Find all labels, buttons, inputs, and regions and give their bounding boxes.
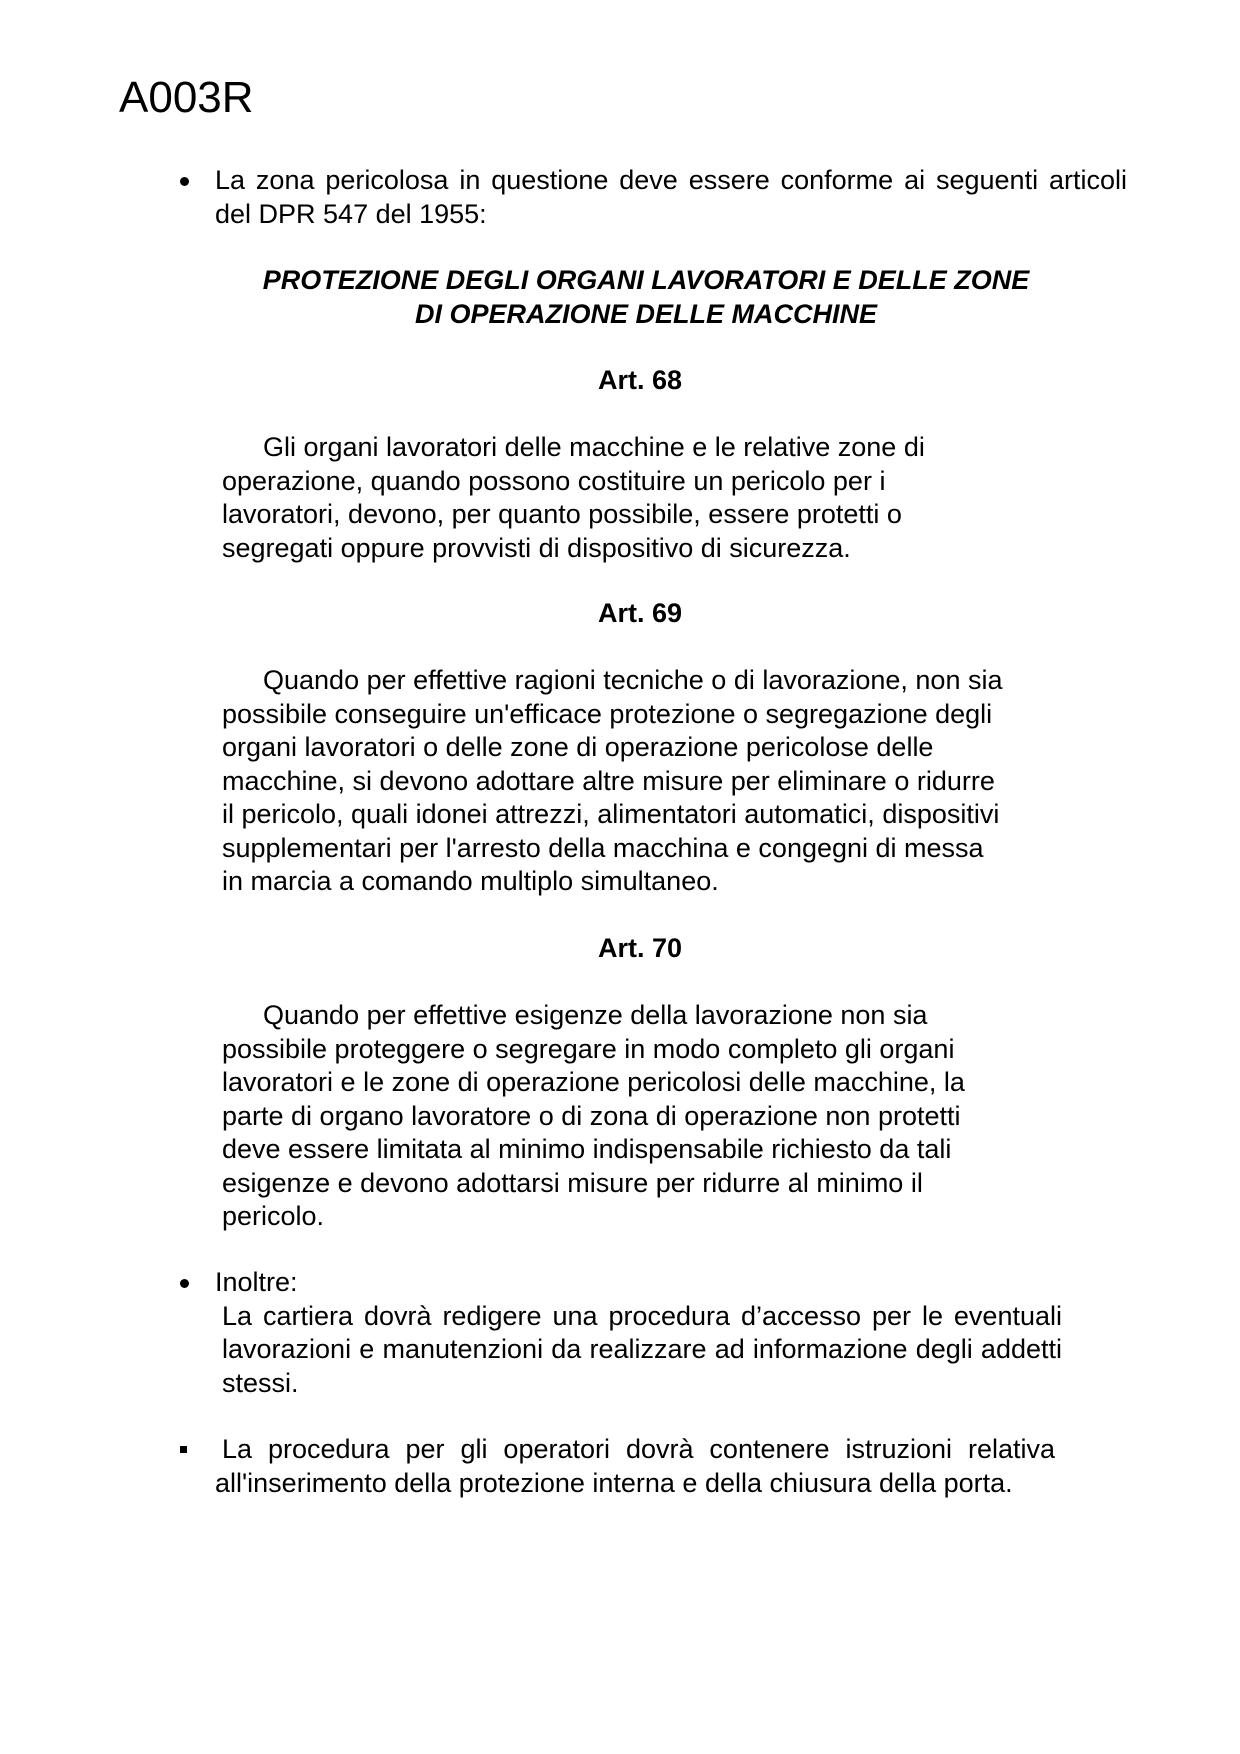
section-title-line-2: DI OPERAZIONE DELLE MACCHINE	[414, 298, 878, 329]
article-line: supplementari per l'arresto della macchina e congegni di messa	[222, 832, 984, 863]
article-line: macchine, si devono adottare altre misure per eliminare o ridurre	[222, 765, 995, 796]
article-line: lavoratori e le zone di operazione pericolosi delle macchine, la	[222, 1067, 965, 1097]
article-line: pericolo.	[222, 1201, 325, 1231]
article-line: Gli organi lavoratori delle macchine e le relative zone di	[263, 432, 925, 462]
article-title-69: Art. 69	[597, 598, 683, 628]
inoltre-text: La cartiera dovrà redigere una procedura d’accesso per le eventuali lavorazioni e manutenzioni da realizzare ad informazione degli addetti stessi.	[222, 1300, 1062, 1398]
procedure-bullet	[178, 1433, 1128, 1500]
article-line: possibile proteggere o segregare in modo completo gli organi	[222, 1033, 955, 1064]
document-code: A003R	[119, 73, 254, 122]
article-line: Quando per effettive ragioni tecniche o di lavorazione, non sia	[263, 665, 1003, 695]
article-line: possibile conseguire un'efficace protezione o segregazione degli	[222, 698, 993, 729]
article-line: il pericolo, quali idonei attrezzi, alimentatori automatici, dispositivi	[222, 799, 1000, 829]
article-line: esigenze e devono adottarsi misure per ridurre al minimo il	[222, 1167, 923, 1198]
article-title-70: Art. 70	[597, 933, 683, 963]
section-title	[178, 264, 1114, 331]
section-title-line-1: PROTEZIONE DEGLI ORGANI LAVORATORI E DELLE ZONE	[262, 265, 1030, 295]
inoltre-label: Inoltre:	[215, 1267, 298, 1297]
article-line: lavoratori, devono, per quanto possibile, essere protetti o	[222, 499, 902, 529]
article-line: deve essere limitata al minimo indispensabile richiesto da tali	[222, 1134, 952, 1164]
inoltre-bullet	[178, 1266, 1128, 1400]
intro-text: La zona pericolosa in questione deve essere conforme ai seguenti articoli del DPR 547 del 1955:	[215, 165, 1127, 229]
procedure-text: La procedura per gli operatori dovrà contenere istruzioni relativa all'inserimento della protezione interna e della chiusura della porta.	[215, 1434, 1055, 1498]
intro-bullet	[178, 164, 1128, 231]
article-line: segregati oppure provvisti di dispositivo di sicurezza.	[222, 532, 851, 563]
article-title-68: Art. 68	[597, 365, 683, 395]
article-body-70	[222, 999, 1102, 1234]
article-line: operazione, quando possono costituire un pericolo per i	[222, 465, 886, 496]
article-line: in marcia a comando multiplo simultaneo.	[222, 866, 719, 896]
article-line: organi lavoratori o delle zone di operazione pericolose delle	[222, 732, 934, 762]
article-line: Quando per effettive esigenze della lavorazione non sia	[263, 1000, 928, 1030]
article-body-68	[222, 431, 1102, 565]
article-body-69	[222, 664, 1102, 899]
article-line: parte di organo lavoratore o di zona di operazione non protetti	[222, 1100, 961, 1131]
